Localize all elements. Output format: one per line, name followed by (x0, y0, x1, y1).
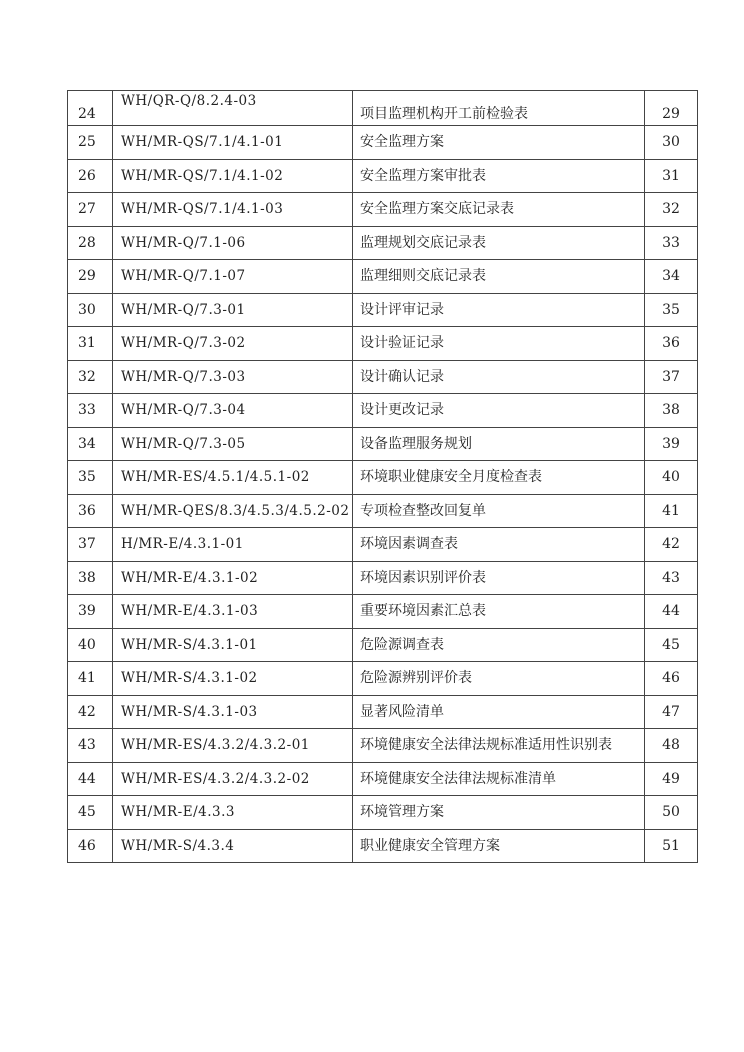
page-number: 37 (645, 360, 698, 394)
form-code: WH/MR-S/4.3.1-03 (113, 695, 353, 729)
page-number: 45 (645, 628, 698, 662)
row-number: 37 (68, 528, 113, 562)
page-number: 35 (645, 293, 698, 327)
row-number: 31 (68, 327, 113, 361)
form-code: WH/MR-E/4.3.1-02 (113, 561, 353, 595)
table-row (68, 595, 698, 629)
table-row (68, 662, 698, 696)
form-code: WH/MR-Q/7.3-03 (113, 360, 353, 394)
form-code: WH/MR-Q/7.1-07 (113, 260, 353, 294)
table-row (68, 829, 698, 863)
page-number: 48 (645, 729, 698, 763)
row-number: 42 (68, 695, 113, 729)
table-row (68, 494, 698, 528)
page-number: 43 (645, 561, 698, 595)
form-name: 危险源辨别评价表 (353, 662, 645, 696)
form-code: WH/MR-S/4.3.1-01 (113, 628, 353, 662)
page-number: 34 (645, 260, 698, 294)
table-row (68, 461, 698, 495)
row-number: 35 (68, 461, 113, 495)
table-row (68, 193, 698, 227)
form-name: 专项检查整改回复单 (353, 494, 645, 528)
table-row (68, 427, 698, 461)
table-row (68, 762, 698, 796)
table-row (68, 293, 698, 327)
form-name: 环境职业健康安全月度检查表 (353, 461, 645, 495)
table-row (68, 159, 698, 193)
form-code: WH/MR-Q/7.1-06 (113, 226, 353, 260)
row-number: 41 (68, 662, 113, 696)
form-name: 设计确认记录 (353, 360, 645, 394)
page-number: 36 (645, 327, 698, 361)
table-row (68, 394, 698, 428)
row-number: 27 (68, 193, 113, 227)
row-number: 45 (68, 796, 113, 830)
page-number: 47 (645, 695, 698, 729)
form-code: WH/MR-ES/4.3.2/4.3.2-02 (113, 762, 353, 796)
form-name: 设计验证记录 (353, 327, 645, 361)
page-number: 39 (645, 427, 698, 461)
table-row (68, 260, 698, 294)
table-row (68, 796, 698, 830)
form-name: 重要环境因素汇总表 (353, 595, 645, 629)
form-code: WH/MR-QS/7.1/4.1-03 (113, 193, 353, 227)
table-row (68, 126, 698, 160)
form-name: 安全监理方案交底记录表 (353, 193, 645, 227)
form-code: H/MR-E/4.3.1-01 (113, 528, 353, 562)
row-number: 34 (68, 427, 113, 461)
page-number: 38 (645, 394, 698, 428)
form-name: 危险源调查表 (353, 628, 645, 662)
form-code: WH/MR-E/4.3.1-03 (113, 595, 353, 629)
row-number: 25 (68, 126, 113, 160)
form-index-table (67, 90, 698, 863)
table-body (68, 91, 698, 863)
row-number: 29 (68, 260, 113, 294)
form-name: 环境因素识别评价表 (353, 561, 645, 595)
form-name: 设计更改记录 (353, 394, 645, 428)
page-number: 49 (645, 762, 698, 796)
row-number: 24 (68, 91, 113, 126)
form-name: 环境管理方案 (353, 796, 645, 830)
form-code: WH/MR-QS/7.1/4.1-01 (113, 126, 353, 160)
page-number: 31 (645, 159, 698, 193)
form-name: 环境因素调查表 (353, 528, 645, 562)
page-number: 29 (645, 91, 698, 126)
form-name: 设计评审记录 (353, 293, 645, 327)
row-number: 40 (68, 628, 113, 662)
form-name: 环境健康安全法律法规标准适用性识别表 (353, 729, 645, 763)
row-number: 30 (68, 293, 113, 327)
form-code: WH/MR-Q/7.3-02 (113, 327, 353, 361)
row-number: 38 (68, 561, 113, 595)
row-number: 46 (68, 829, 113, 863)
row-number: 39 (68, 595, 113, 629)
table-row (68, 628, 698, 662)
form-code: WH/MR-Q/7.3-01 (113, 293, 353, 327)
row-number: 44 (68, 762, 113, 796)
form-name: 设备监理服务规划 (353, 427, 645, 461)
form-code: WH/MR-QES/8.3/4.5.3/4.5.2-02 (113, 494, 353, 528)
form-code: WH/MR-Q/7.3-05 (113, 427, 353, 461)
page-number: 33 (645, 226, 698, 260)
page-number: 51 (645, 829, 698, 863)
page-number: 41 (645, 494, 698, 528)
row-number: 32 (68, 360, 113, 394)
table-row (68, 91, 698, 126)
form-code: WH/MR-ES/4.5.1/4.5.1-02 (113, 461, 353, 495)
row-number: 33 (68, 394, 113, 428)
table-row (68, 327, 698, 361)
table-row (68, 561, 698, 595)
page-number: 32 (645, 193, 698, 227)
table-row (68, 360, 698, 394)
form-name: 项目监理机构开工前检验表 (353, 91, 645, 126)
table-row (68, 695, 698, 729)
form-code: WH/MR-QS/7.1/4.1-02 (113, 159, 353, 193)
form-code: WH/MR-ES/4.3.2/4.3.2-01 (113, 729, 353, 763)
form-name: 监理规划交底记录表 (353, 226, 645, 260)
page-number: 42 (645, 528, 698, 562)
row-number: 43 (68, 729, 113, 763)
form-code: WH/MR-E/4.3.3 (113, 796, 353, 830)
page-number: 44 (645, 595, 698, 629)
form-name: 监理细则交底记录表 (353, 260, 645, 294)
form-name: 安全监理方案 (353, 126, 645, 160)
form-code: WH/MR-S/4.3.4 (113, 829, 353, 863)
form-code: WH/QR-Q/8.2.4-03 (113, 91, 353, 126)
row-number: 26 (68, 159, 113, 193)
page-number: 50 (645, 796, 698, 830)
form-code: WH/MR-Q/7.3-04 (113, 394, 353, 428)
page-number: 46 (645, 662, 698, 696)
table-row (68, 729, 698, 763)
row-number: 28 (68, 226, 113, 260)
table-row (68, 226, 698, 260)
page-number: 40 (645, 461, 698, 495)
row-number: 36 (68, 494, 113, 528)
form-name: 职业健康安全管理方案 (353, 829, 645, 863)
table-row (68, 528, 698, 562)
form-name: 安全监理方案审批表 (353, 159, 645, 193)
page-number: 30 (645, 126, 698, 160)
form-name: 环境健康安全法律法规标准清单 (353, 762, 645, 796)
form-code: WH/MR-S/4.3.1-02 (113, 662, 353, 696)
form-name: 显著风险清单 (353, 695, 645, 729)
